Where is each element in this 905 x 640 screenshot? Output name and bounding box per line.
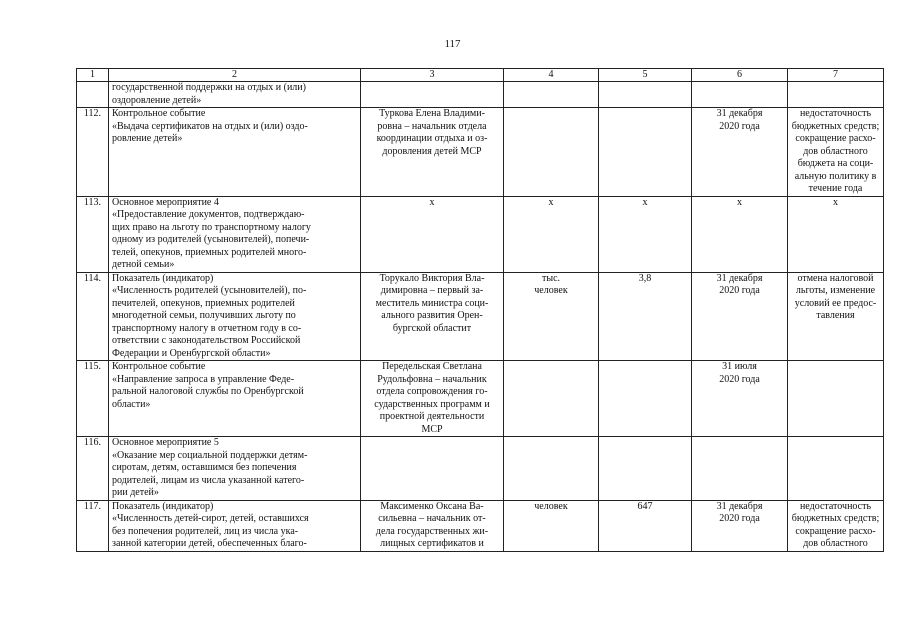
text-line: Федерации и Оренбургской области» [112, 347, 271, 359]
text-line: меститель министра соци- [375, 297, 489, 309]
text-line: «Направление запроса в управление Феде- [112, 373, 295, 385]
header-cell: 4 [504, 69, 599, 82]
table-row [77, 272, 884, 361]
text-line: дов областного [803, 145, 868, 157]
text-line: Контрольное событие [112, 108, 206, 119]
description-cell [109, 272, 361, 361]
text-line: 2020 года [719, 285, 760, 296]
text-line: области» [112, 398, 151, 410]
row-number-cell: 112. [77, 108, 109, 197]
text-line: 647 [637, 500, 653, 512]
text-line: льготы, изменение [795, 285, 876, 296]
text-line: недостаточность [799, 108, 872, 119]
text-line: координации отдыха и оз- [376, 133, 488, 144]
unit-cell [504, 437, 599, 501]
row-number-cell: 114. [77, 272, 109, 361]
text-line: ровление детей» [112, 133, 183, 144]
risk-cell [788, 82, 884, 108]
value-cell [599, 361, 692, 437]
text-line: ральной налоговой службы по Оренбургской [112, 386, 304, 397]
text-line: 31 декабря [716, 272, 763, 284]
deadline-cell [692, 437, 788, 501]
deadline-cell [692, 196, 788, 272]
deadline-cell [692, 361, 788, 437]
responsible-cell [361, 272, 504, 361]
text-line: родителей, лицам из числа указанной катего- [112, 474, 305, 486]
description-cell [109, 108, 361, 197]
responsible-cell [361, 361, 504, 437]
text-line: сокращение расхо- [795, 525, 876, 537]
text-line: бюджета на соци- [797, 158, 874, 169]
text-line: Максименко Оксана Ва- [380, 500, 484, 512]
risk-cell [788, 108, 884, 197]
risk-cell [788, 272, 884, 361]
text-line: человек [534, 500, 568, 512]
unit-cell [504, 272, 599, 361]
risk-cell [788, 500, 884, 551]
deadline-cell [692, 272, 788, 361]
text-line: недостаточность [799, 500, 872, 512]
row-number-cell: 116. [77, 437, 109, 501]
text-line: дела государственных жи- [375, 525, 489, 537]
table-row [77, 108, 884, 197]
text-line: 31 декабря [716, 108, 763, 119]
text-line: альную политику в [794, 170, 877, 182]
text-line: без попечения родителей, лиц из числа ука- [112, 525, 299, 537]
text-line: телей, опекунов, приемных родителей много- [112, 246, 307, 258]
text-line: димировна – первый за- [380, 285, 484, 296]
text-line: 2020 года [719, 513, 760, 524]
deadline-cell [692, 500, 788, 551]
description-cell [109, 500, 361, 551]
responsible-cell [361, 82, 504, 108]
risk-cell [788, 437, 884, 501]
text-line: x [833, 196, 838, 208]
text-line: 2020 года [719, 120, 760, 132]
text-line: Торукало Виктория Вла- [379, 272, 485, 284]
unit-cell [504, 108, 599, 197]
text-line: «Предоставление документов, подтверждаю- [112, 209, 305, 220]
value-cell [599, 196, 692, 272]
text-line: проектной деятельности [379, 411, 485, 422]
description-cell [109, 437, 361, 501]
text-line: МСР [421, 423, 443, 435]
value-cell [599, 500, 692, 551]
row-number-cell [77, 82, 109, 108]
text-line: многодетной семьи, получивших льготу по [112, 310, 296, 321]
unit-cell [504, 500, 599, 551]
unit-cell [504, 196, 599, 272]
header-cell: 2 [109, 69, 361, 82]
text-line: 31 июля [722, 361, 757, 372]
text-line: Основное мероприятие 4 [112, 196, 219, 208]
description-cell [109, 82, 361, 108]
text-line: x [737, 196, 742, 208]
text-line: Туркова Елена Владими- [379, 108, 485, 119]
header-cell: 3 [361, 69, 504, 82]
unit-cell [504, 82, 599, 108]
value-cell [599, 82, 692, 108]
text-line: 31 декабря [716, 500, 763, 512]
text-line: ответствии с законодательством Российской [112, 335, 301, 346]
text-line: Контрольное событие [112, 361, 206, 372]
deadline-cell [692, 108, 788, 197]
text-line: течение года [808, 183, 863, 194]
description-cell [109, 361, 361, 437]
text-line: оздоровление детей» [112, 94, 202, 106]
text-line: отдела сопровождения го- [376, 386, 488, 397]
text-line: человек [534, 285, 568, 296]
value-cell [599, 108, 692, 197]
text-line: 3,8 [638, 272, 652, 284]
text-line: 2020 года [719, 373, 760, 385]
text-line: лищных сертификатов и [380, 538, 484, 549]
text-line: условий ее предос- [794, 297, 877, 309]
text-line: Рудольфовна – начальник [377, 373, 487, 385]
value-cell [599, 272, 692, 361]
unit-cell [504, 361, 599, 437]
row-number-cell: 117. [77, 500, 109, 551]
table-row [77, 196, 884, 272]
header-cell: 7 [788, 69, 884, 82]
table-row [77, 361, 884, 437]
page-number: 117 [444, 38, 461, 50]
text-line: печителей, опекунов, приемных родителей [112, 297, 295, 309]
text-line: тавления [816, 310, 855, 321]
plan-table [76, 68, 884, 552]
text-line: транспортному налогу в отчетном году в со- [112, 322, 302, 334]
text-line: Передельская Светлана [382, 361, 482, 372]
text-line: сокращение расхо- [795, 133, 876, 144]
responsible-cell [361, 500, 504, 551]
text-line: «Выдача сертификатов на отдых и (или) оздо- [112, 120, 308, 132]
text-line: Основное мероприятие 5 [112, 437, 219, 448]
text-line: щих право на льготу по транспортному налогу [112, 221, 311, 233]
responsible-cell [361, 437, 504, 501]
text-line: отмена налоговой [797, 272, 874, 284]
text-line: государственной поддержки на отдых и (или) [112, 82, 306, 93]
text-line: Показатель (индикатор) [112, 272, 214, 284]
text-line: одному из родителей (усыновителей), попечи- [112, 234, 310, 245]
text-line: x [548, 196, 554, 208]
text-line: «Оказание мер социальной поддержки детям- [112, 449, 308, 461]
text-line: сиротам, детям, оставшимся без попечения [112, 462, 297, 473]
text-line: детной семьи» [112, 259, 175, 270]
table-row [77, 500, 884, 551]
text-line: рии детей» [112, 487, 159, 498]
text-line: ального развития Орен- [381, 310, 483, 321]
text-line: Показатель (индикатор) [112, 500, 214, 512]
text-line: доровления детей МСР [382, 145, 482, 157]
responsible-cell [361, 108, 504, 197]
value-cell [599, 437, 692, 501]
row-number-cell: 113. [77, 196, 109, 272]
text-line: бюджетных средств; [791, 120, 880, 132]
header-cell: 5 [599, 69, 692, 82]
text-line: бюджетных средств; [791, 513, 880, 524]
text-line: дов областного [803, 538, 868, 549]
continuation-row [77, 82, 884, 108]
risk-cell [788, 361, 884, 437]
text-line: «Численность детей-сирот, детей, оставшихся [112, 513, 309, 524]
text-line: x [429, 196, 435, 208]
risk-cell [788, 196, 884, 272]
deadline-cell [692, 82, 788, 108]
text-line: x [642, 196, 648, 208]
header-cell: 6 [692, 69, 788, 82]
text-line: сильевна – начальник от- [378, 513, 486, 524]
description-cell [109, 196, 361, 272]
row-number-cell: 115. [77, 361, 109, 437]
text-line: тыс. [541, 272, 561, 284]
responsible-cell [361, 196, 504, 272]
table-row [77, 437, 884, 501]
text-line: бургской областит [392, 322, 472, 334]
header-row [77, 69, 884, 82]
header-cell: 1 [77, 69, 109, 82]
text-line: занной категории детей, обеспеченных благо- [112, 538, 307, 549]
text-line: ровна – начальник отдела [377, 120, 487, 132]
text-line: «Численность родителей (усыновителей), по- [112, 285, 307, 296]
text-line: сударственных программ и [374, 398, 490, 410]
